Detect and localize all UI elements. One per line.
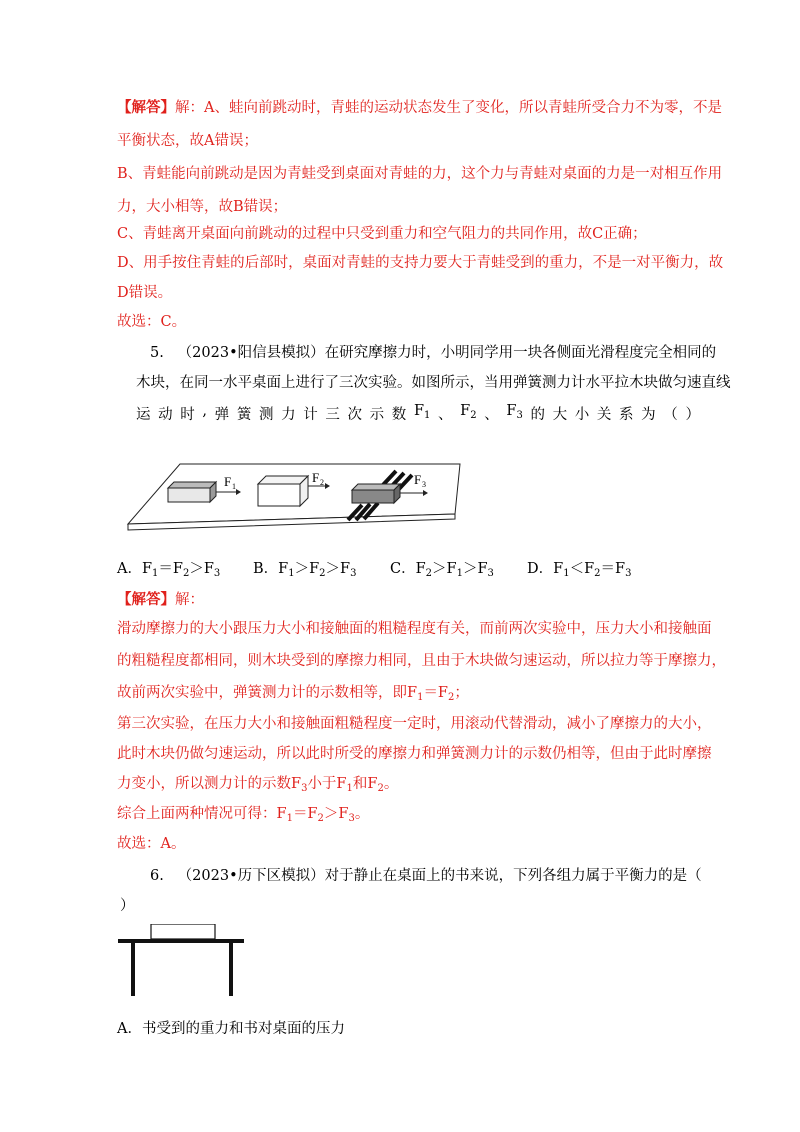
- book-on-table-figure: [116, 924, 248, 996]
- question-number: 5.: [150, 345, 164, 361]
- q5-answer-summary: 综合上面两种情况可得：$F_1=F_2>F_3$。: [117, 806, 370, 824]
- stem-char: 时: [180, 407, 195, 423]
- answer-label: 【解答】: [117, 99, 175, 116]
- q5-answer-line-4: 第三次实验，在压力大小和接触面粗糙程度一定时，用滚动代替滑动，减小了摩擦力的大小，: [117, 716, 712, 732]
- stem-char: 三: [325, 407, 340, 423]
- q5-answer-line-3: 故前两次实验中，弹簧测力计的示数相等，即$F_1=F_2$；: [117, 685, 469, 703]
- q5-option-c[interactable]: C．$F_2>F_1>F_3$: [390, 561, 494, 579]
- q5-option-d[interactable]: D．$F_1<F_2=F_3$: [527, 561, 632, 579]
- q5-stem-line-1: 5. （2023•阳信县模拟）在研究摩擦力时，小明同学用一块各侧面光滑程度完全相同的: [150, 345, 717, 361]
- book: [151, 924, 215, 939]
- block-2: [258, 476, 308, 506]
- stem-char: $F_2$: [460, 403, 477, 421]
- question-number: 6.: [150, 868, 164, 884]
- svg-text:1: 1: [232, 482, 236, 491]
- q5-choice: 故选：A。: [117, 836, 186, 852]
- stem-char: 力: [281, 407, 296, 423]
- stem-char: 小: [574, 407, 590, 423]
- question-source: （2023•阳信县模拟）: [177, 345, 325, 361]
- stem-char: 弹: [214, 407, 230, 423]
- q6-stem-line-1: 6. （2023•历下区模拟）对于静止在桌面上的书来说，下列各组力属于平衡力的是（: [150, 868, 702, 884]
- q5-answer-line-2: 的粗糙程度都相同，则木块受到的摩擦力相同，且由于木块做匀速运动，所以拉力等于摩擦力，: [117, 653, 726, 669]
- q4-answer-line-1: 【解答】解：A、蛙向前跳动时，青蛙的运动状态发生了变化，所以青蛙所受合力不为零，不是: [117, 99, 722, 116]
- q4-choice: 故选：C。: [117, 314, 187, 330]
- q5-answer-line-5: 此时木块仍做匀速运动，所以此时所受的摩擦力和弹簧测力计的示数仍相等，但由于此时摩擦: [117, 746, 712, 762]
- q4-answer-line-2: 平衡状态，故A错误；: [117, 133, 258, 149]
- q5-answer-head: 【解答】解：: [117, 591, 204, 608]
- force-label-f1: F: [224, 474, 232, 489]
- q5-answer-line-1: 滑动摩擦力的大小跟压力大小和接触面的粗糙程度有关，而前两次实验中，压力大小和接触面: [117, 621, 712, 637]
- q4-answer-line-3: B、青蛙能向前跳动是因为青蛙受到桌面对青蛙的力，这个力与青蛙对桌面的力是一对相互作用: [117, 166, 723, 182]
- stem-char: ,: [202, 403, 208, 419]
- q4-answer-line-7: D错误。: [117, 285, 173, 301]
- q5-answer-line-6: 力变小，所以测力计的示数$F_3$小于$F_1$和$F_2$。: [117, 776, 399, 794]
- q5-stem-line-2: 木块，在同一水平桌面上进行了三次实验。如图所示，当用弹簧测力计水平拉木块做匀速直线: [136, 375, 731, 391]
- force-label-f2: F: [312, 470, 320, 485]
- q4-answer-line-4: 力，大小相等，故B错误；: [117, 199, 288, 215]
- q4-answer-line-5: C、青蛙离开桌面向前跳动的过程中只受到重力和空气阻力的共同作用，故C正确；: [117, 226, 647, 242]
- svg-text:3: 3: [422, 480, 426, 489]
- stem-char: 次: [347, 407, 363, 423]
- q4-answer-line-6: D、用手按住青蛙的后部时，桌面对青蛙的支持力要大于青蛙受到的重力，不是一对平衡力，故: [117, 255, 724, 271]
- stem-char: 簧: [236, 407, 252, 423]
- q5-stem-line-3: [136, 403, 700, 424]
- block-3: [352, 484, 400, 503]
- stem-char: 测: [258, 407, 274, 423]
- svg-text:2: 2: [320, 478, 324, 487]
- q6-option-a[interactable]: A．书受到的重力和书对桌面的压力: [117, 1021, 345, 1037]
- stem-char: $F_3$: [506, 403, 523, 421]
- stem-char: 的: [530, 407, 545, 423]
- stem-char: 计: [303, 407, 318, 423]
- stem-char: 为: [641, 407, 656, 423]
- q5-option-b[interactable]: B．$F_1>F_2>F_3$: [253, 561, 357, 579]
- friction-experiment-figure: [120, 458, 465, 538]
- stem-char: 示: [369, 407, 385, 423]
- answer-label: 【解答】: [117, 591, 175, 608]
- stem-char: 、: [438, 407, 453, 423]
- block-1: [168, 482, 216, 502]
- stem-char: （: [663, 407, 678, 423]
- stem-char: 关: [596, 407, 612, 423]
- stem-char: 、: [484, 407, 499, 423]
- stem-char: ）: [685, 407, 700, 423]
- table-leg-left: [131, 943, 135, 996]
- q5-option-a[interactable]: A．$F_1=F_2>F_3$: [117, 561, 221, 579]
- stem-char: 数: [391, 407, 407, 423]
- table-top: [118, 939, 244, 943]
- stem-char: $F_1$: [413, 403, 431, 421]
- q6-stem-line-2: ）: [120, 898, 135, 914]
- force-label-f3: F: [414, 472, 422, 487]
- question-source: （2023•历下区模拟）: [177, 868, 325, 884]
- stem-char: 运: [136, 407, 151, 423]
- stem-char: 大: [552, 407, 568, 423]
- stem-char: 动: [158, 407, 173, 423]
- table-leg-right: [229, 943, 233, 996]
- stem-char: 系: [619, 407, 634, 423]
